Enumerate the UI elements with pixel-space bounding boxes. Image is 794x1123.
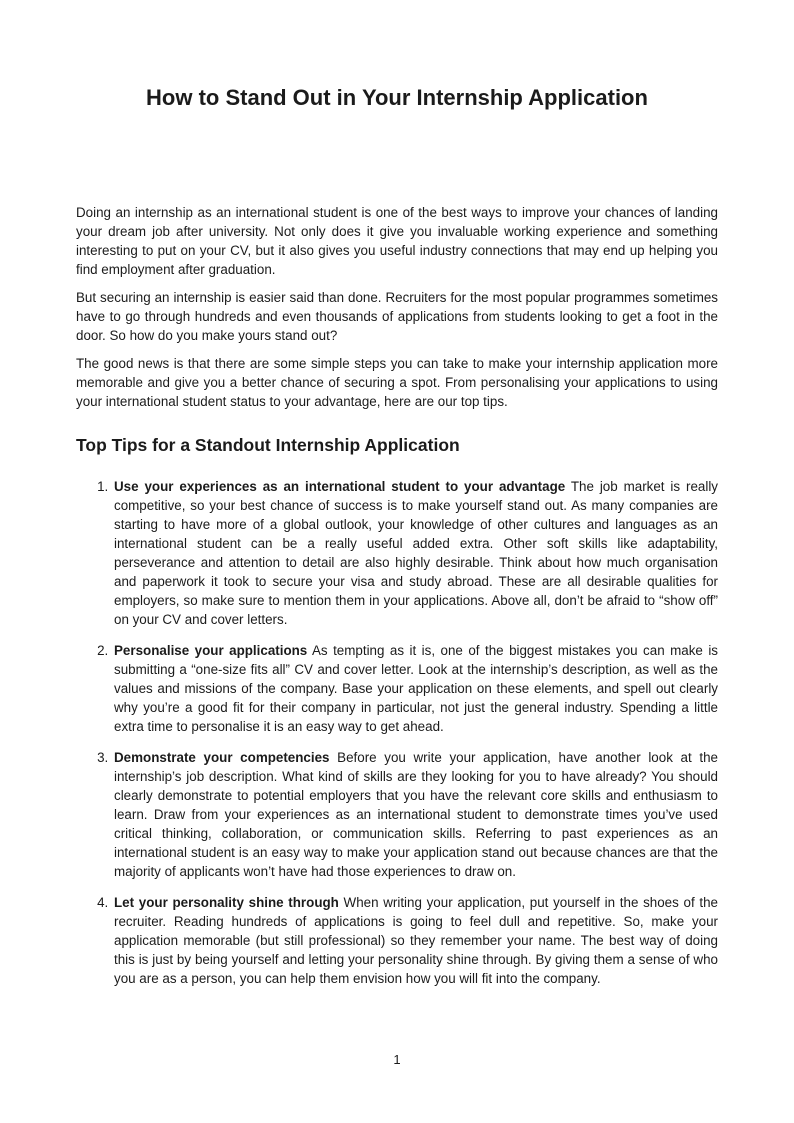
list-item-tip-3 — [112, 748, 718, 881]
document-body — [76, 203, 718, 988]
tip-4-title: Let your personality shine through — [114, 895, 339, 910]
page-number: 1 — [393, 1052, 401, 1067]
tip-1-body: The job market is really competitive, so your best chance of success is to make yourself stand out. As many companies are starting to have more of a global outlook, your knowledge of other cultures and languages as an international student can be a really useful added extra. Other soft skills like adaptability, perseverance and attention to detail are also highly desirable. Think about how much organisation and paperwork it took to secure your visa and study abroad. These are all desirable qualities for employers, so make sure to mention them in your applications. Above all, don’t be afraid to “show off” on your CV and cover letters. — [114, 479, 718, 627]
tip-4-body: When writing your application, put yourself in the shoes of the recruiter. Reading hundreds of applications is going to feel dull and repetitive. So, make your application memorable (but still professional) so they remember your name. The best way of doing this is just by being yourself and letting your personality shine through. By giving them a sense of who you are as a person, you can help them envision how you will fit into the company. — [114, 895, 718, 986]
list-item-tip-1 — [112, 477, 718, 629]
tips-list — [76, 477, 718, 988]
tip-3-body: Before you write your application, have another look at the internship’s job description. What kind of skills are they looking for you to have already? You should clearly demonstrate to potential employers that you have the relevant core skills and enthusiasm to learn. Draw from your experiences as an international student to demonstrate times you’ve used critical thinking, collaboration, or communication skills. Referring to past experiences as an international student is an easy way to make your application stand out because chances are that the majority of applicants won’t have had those experiences to draw on. — [114, 750, 718, 879]
list-item-tip-2 — [112, 641, 718, 736]
intro-paragraph-1: Doing an internship as an international student is one of the best ways to improve your chances of landing your dream job after university. Not only does it give you invaluable working experience and something interesting to put on your CV, but it also gives you useful industry connections that may end up helping you find employment after graduation. — [76, 205, 718, 277]
intro-paragraph-2: But securing an internship is easier said than done. Recruiters for the most popular programmes sometimes have to go through hundreds and even thousands of applications from students looking to get a foot in the door. So how do you make yours stand out? — [76, 290, 718, 343]
tip-2-title: Personalise your applications — [114, 643, 308, 658]
tip-2-body: As tempting as it is, one of the biggest mistakes you can make is submitting a “one-size fits all” CV and cover letter. Look at the internship’s description, as well as the values and missions of the company. Base your application on these elements, and spell out clearly why you’re a good fit for their company in particular, not just the general industry. Spending a little extra time to personalise it is an easy way to get ahead. — [114, 643, 718, 734]
document-title: How to Stand Out in Your Internship Application — [146, 85, 648, 110]
tip-3-title: Demonstrate your competencies — [114, 750, 330, 765]
tip-1-title: Use your experiences as an international student to your advantage — [114, 479, 566, 494]
list-item-tip-4 — [112, 893, 718, 988]
section-heading: Top Tips for a Standout Internship Application — [76, 435, 460, 455]
intro-paragraph-3: The good news is that there are some simple steps you can take to make your internship application more memorable and give you a better chance of securing a spot. From personalising your applications to using your international student status to your advantage, here are our top tips. — [76, 356, 718, 409]
